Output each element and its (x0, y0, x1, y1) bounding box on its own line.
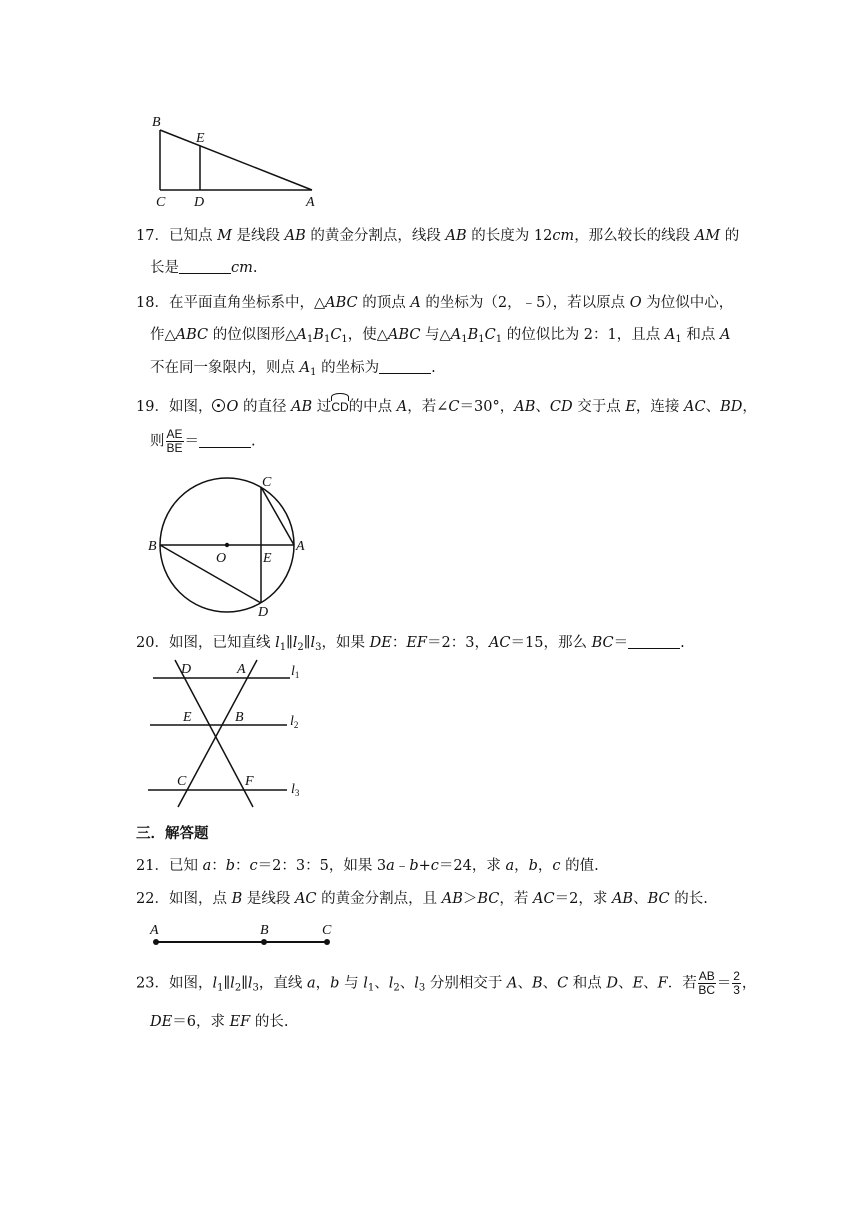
question-21: 21．已知 a：b：c＝2：3：5，如果 3a﹣b+c＝24，求 a，b，c 的值. (136, 858, 599, 874)
segment-BA (160, 130, 312, 190)
label-E: E (196, 131, 205, 146)
question-number: 18． (136, 295, 169, 311)
label-D: D (181, 662, 192, 677)
question-23-line-1: 23．如图，$l_1\parallel l_2\parallel l_3$，直线 a，b 与 $l_1$、$l_2$、$l_3$ 分别相交于 A、B、C 和点 D、E、F．若 $\frac{AB}{BC}$ ＝ $\frac{2}{3}$ ， (136, 969, 757, 997)
question-18-line-3: 不在同一象限内，则点 $A_1$ 的坐标为 . (150, 360, 436, 378)
point-C (324, 939, 330, 945)
question-number: 20． (136, 635, 169, 651)
question-19-line-1: 19．如图， O 的直径 AB 过CD的中点 A，若∠C＝30°，AB、CD 交于点 E，连接 AC、BD， (136, 393, 757, 417)
label-l1: $l_1$ (291, 664, 300, 680)
center-point (225, 543, 229, 547)
label-E: E (263, 551, 272, 566)
question-17-line-1: 17．已知点 M 是线段 AB 的黄金分割点，线段 AB 的长度为 12cm，那么较长的线段 AM 的 (136, 228, 740, 244)
label-E: E (183, 710, 192, 725)
question-19-line-2: 则 $\frac{AE}{BE}$ ＝ . (150, 427, 256, 455)
label-C: C (177, 774, 187, 789)
question-number: 23． (136, 975, 169, 992)
label-C: C (156, 195, 166, 210)
question-18-line-2: 作△ABC 的位似图形$\triangle A_1B_1C_1$，使△ABC 与$\triangle A_1B_1C_1$ 的位似比为 2：1，且点 $A_1$ 和点 A (150, 327, 731, 345)
label-A: A (296, 539, 305, 554)
question-number: 21． (136, 858, 169, 874)
answer-blank[interactable] (379, 359, 431, 374)
label-F: F (245, 774, 254, 789)
label-l2: $l_2$ (290, 714, 299, 730)
question-number: 22． (136, 891, 169, 907)
label-C: C (262, 475, 272, 490)
segment-AC (261, 487, 294, 545)
label-A: A (306, 195, 315, 210)
label-B: B (152, 115, 161, 130)
answer-blank[interactable] (628, 634, 680, 649)
question-number: 19． (136, 399, 169, 415)
question-17-line-2: 长是 cm. (150, 260, 258, 276)
question-number: 17． (136, 228, 169, 244)
answer-blank[interactable] (199, 433, 251, 448)
arc-cd: CD (331, 393, 348, 417)
answer-blank[interactable] (179, 259, 231, 274)
question-20-line-1: 20．如图，已知直线 $l_1\parallel l_2\parallel l_3$，如果 DE：EF＝2：3，AC＝15，那么 BC＝ . (136, 635, 685, 653)
fraction-two-thirds: $\frac{2}{3}$ (733, 969, 740, 997)
triangle-figure (150, 110, 330, 210)
circle-symbol-icon (212, 399, 225, 412)
point-A (153, 939, 159, 945)
label-A: A (150, 923, 159, 938)
label-D: D (194, 195, 205, 210)
question-23-line-2: DE＝6，求 EF 的长. (150, 1014, 289, 1030)
parallel-lines-figure (145, 655, 315, 815)
segment-BD (160, 545, 261, 603)
label-A: A (237, 662, 246, 677)
segment-figure (145, 920, 345, 950)
point-B (261, 939, 267, 945)
question-22: 22．如图，点 B 是线段 AC 的黄金分割点，且 AB＞BC，若 AC＝2，求 AB、BC 的长. (136, 891, 708, 907)
label-l3: $l_3$ (291, 782, 300, 798)
label-B: B (260, 923, 269, 938)
label-B: B (235, 710, 244, 725)
label-B: B (148, 539, 157, 554)
label-D: D (258, 605, 269, 620)
fraction-ae-be: $\frac{AE}{BE}$ (166, 427, 183, 455)
label-O: O (216, 551, 227, 566)
fraction-ab-bc: $\frac{AB}{BC}$ (698, 969, 716, 997)
question-18-line-1: 18．在平面直角坐标系中，△ABC 的顶点 A 的坐标为（2，﹣5），若以原点 O 为位似中心， (136, 295, 734, 311)
section-heading: 三．解答题 (136, 826, 209, 842)
label-C: C (322, 923, 332, 938)
circle-figure (140, 470, 320, 620)
transversal-DF (175, 660, 253, 807)
